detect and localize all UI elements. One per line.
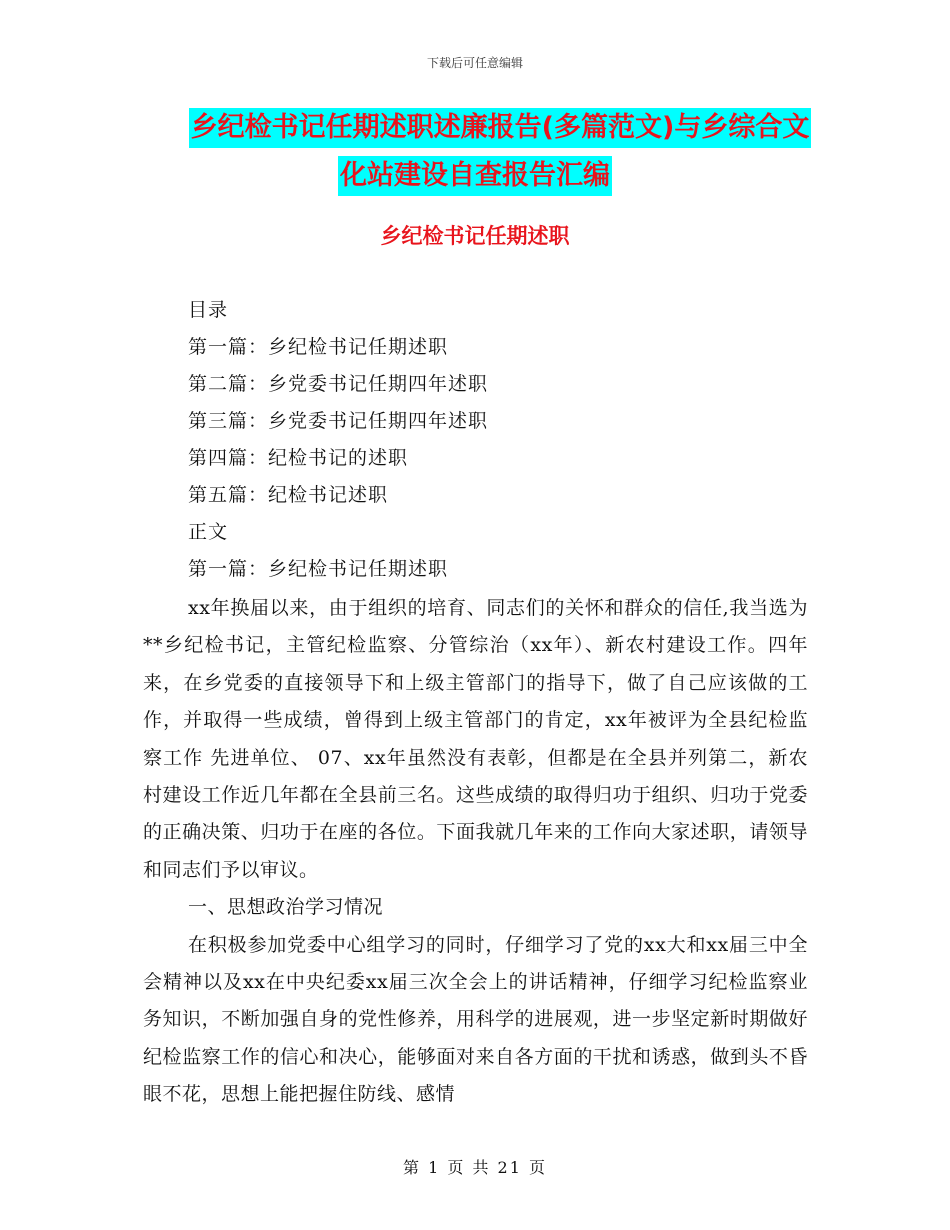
document-title bbox=[0, 108, 950, 204]
title-line-2: 化站建设自查报告汇编 bbox=[338, 156, 612, 196]
header-note: 下载后可任意编辑 bbox=[426, 56, 523, 70]
paragraph: 在积极参加党委中心组学习的同时，仔细学习了党的xx大和xx届三中全会精神以及xx在中央纪委xx届三次全会上的讲话精神，仔细学习纪检监察业务知识，不断加强自身的党性修养，用科学的进展观，进一步坚定新时期做好纪检监察工作的信心和决心，能够面对来自各方面的干扰和诱惑，做到头不昏眼不花，思想上能把握住防线、感情 bbox=[143, 933, 808, 1106]
toc-item: 第一篇：乡纪检书记任期述职 bbox=[188, 336, 449, 358]
title-line-1: 乡纪检书记任期述职述廉报告(多篇范文)与乡综合文 bbox=[189, 108, 812, 148]
toc-item: 第四篇：纪检书记的述职 bbox=[188, 447, 409, 469]
body-text bbox=[143, 590, 808, 1114]
body-heading: 正文 bbox=[188, 521, 229, 543]
toc-heading: 目录 bbox=[188, 299, 229, 321]
page-footer: 第 1 页 共 21 页 bbox=[403, 1158, 547, 1177]
section-heading: 一、思想政治学习情况 bbox=[188, 896, 384, 919]
toc-item: 第二篇：乡党委书记任期四年述职 bbox=[188, 373, 489, 395]
section-title: 乡纪检书记任期述职 bbox=[380, 224, 570, 248]
first-section-heading: 第一篇：乡纪检书记任期述职 bbox=[188, 558, 449, 580]
paragraph: xx年换届以来，由于组织的培育、同志们的关怀和群众的信任,我当选为**乡纪检书记，主管纪检监察、分管综治（xx年）、新农村建设工作。四年来，在乡党委的直接领导下和上级主管部门的指导下，做了自己应该做的工作，并取得一些成绩，曾得到上级主管部门的肯定，xx年被评为全县纪检监察工作 先进单位、 07、xx年虽然没有表彰，但都是在全县并列第二，新农村建设工作近几年都在全县前三名。这些成绩的取得归功于组织、归功于党委的正确决策、归功于在座的各位。下面我就几年来的工作向大家述职，请领导和同志们予以审议。 bbox=[143, 597, 808, 881]
table-of-contents bbox=[188, 292, 488, 588]
toc-item: 第三篇：乡党委书记任期四年述职 bbox=[188, 410, 489, 432]
toc-item: 第五篇：纪检书记述职 bbox=[188, 484, 389, 506]
